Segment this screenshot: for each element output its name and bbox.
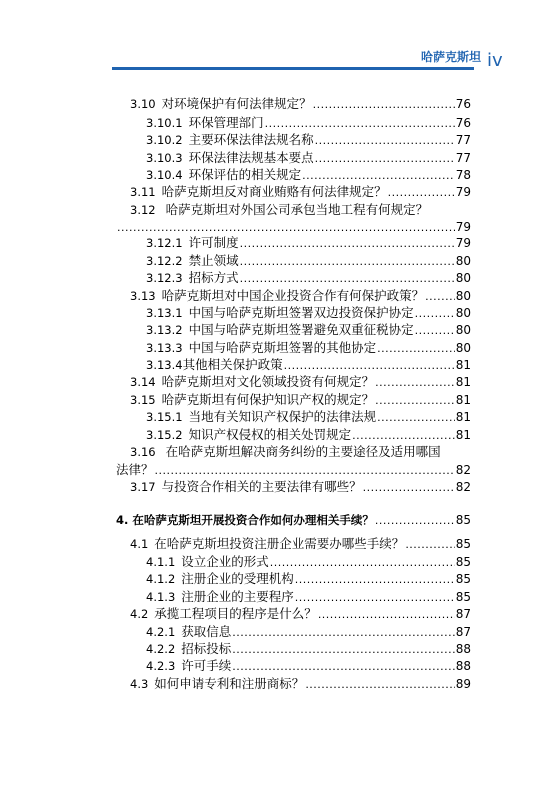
toc-entry[interactable]	[0, 535, 559, 552]
toc-entry-number: 4.2	[130, 607, 149, 621]
toc-entry-number: 4.2.2	[146, 642, 176, 656]
toc-entry-title: 环保评估的相关规定	[188, 167, 302, 182]
toc-entry-title: 哈萨克斯坦反对商业贿赂有何法律规定？	[161, 184, 387, 199]
toc-entry-number: 3.12.3	[146, 271, 183, 285]
toc-entry-title: 对环境保护有何法律规定？	[161, 96, 312, 111]
toc-entry[interactable]	[0, 131, 559, 148]
toc-leader-dots	[295, 571, 455, 588]
toc-entry-number: 3.13.1	[146, 306, 183, 320]
toc-entry-title: 在哈萨克斯坦解决商务纠纷的主要途径及适用哪国	[165, 444, 441, 459]
toc-entry-title: 哈萨克斯坦对外国公司承包当地工程有何规定？	[165, 202, 429, 217]
toc-leader-dots	[377, 340, 455, 357]
toc-leader-dots	[388, 184, 455, 201]
toc-entry-page: 81	[455, 375, 471, 389]
toc-entry-title: 注册企业的主要程序	[181, 589, 294, 604]
toc-entry-page: 87	[455, 625, 471, 639]
toc-entry-title: 许可制度	[188, 235, 239, 250]
toc-entry-title: 如何申请专利和注册商标？	[154, 676, 305, 691]
toc-entry[interactable]	[0, 553, 559, 570]
toc-entry-number: 3.10.4	[146, 168, 183, 182]
toc-entry-number: 3.17	[130, 480, 156, 494]
toc-leader-dots	[375, 374, 455, 391]
toc-entry-page: 85	[455, 555, 471, 569]
toc-entry[interactable]	[0, 478, 559, 495]
toc-entry-title: 哈萨克斯坦对中国企业投资合作有何保护政策？	[161, 288, 425, 303]
toc-entry-title: 其他相关保护政策	[182, 357, 283, 372]
toc-entry-number: 3.13.4	[146, 358, 183, 372]
toc-entry-page: 76	[455, 116, 471, 130]
toc-entry-page: 80	[455, 323, 471, 337]
toc-entry-title: 在哈萨克斯坦投资注册企业需要办哪些手续？	[154, 536, 405, 551]
toc-entry[interactable]	[0, 114, 559, 131]
toc-entry-number: 3.13	[130, 289, 156, 303]
toc-entry-page: 85	[455, 513, 471, 527]
toc-chapter-entry[interactable]	[0, 512, 559, 529]
toc-entry-page: 77	[455, 151, 471, 165]
toc-entry-title: 中国与哈萨克斯坦签署避免双重征税协定	[188, 322, 414, 337]
toc-leader-dots	[415, 305, 455, 322]
toc-entry[interactable]	[0, 373, 559, 390]
toc-entry[interactable]	[0, 166, 559, 183]
toc-entry[interactable]	[0, 252, 559, 269]
toc-entry[interactable]	[0, 95, 559, 112]
toc-leader-dots	[315, 132, 455, 149]
toc-entry-page: 89	[455, 677, 471, 691]
toc-entry[interactable]	[0, 304, 559, 321]
toc-leader-dots	[302, 167, 455, 184]
toc-leader-dots	[232, 658, 454, 675]
toc-entry-number: 4.2.1	[146, 625, 176, 639]
toc-entry-number: 4.1.2	[146, 572, 176, 586]
toc-leader-dots	[315, 150, 455, 167]
toc-entry-number: 3.10.1	[146, 116, 183, 130]
toc-entry-number: 3.13.3	[146, 341, 183, 355]
toc-entry-title: 主要环保法律法规名称	[188, 132, 314, 147]
toc-entry-number: 4.	[116, 513, 129, 527]
toc-entry-page: 76	[455, 97, 471, 111]
toc-entry-page: 81	[455, 393, 471, 407]
toc-entry-number: 4.1.3	[146, 590, 176, 604]
toc-entry[interactable]	[0, 356, 559, 373]
toc-entry[interactable]	[0, 183, 559, 200]
toc-entry-page: 78	[455, 168, 471, 182]
toc-leader-dots	[375, 392, 455, 409]
toc-entry-page: 82	[455, 480, 471, 494]
toc-leader-dots	[284, 357, 455, 374]
toc-entry-page: 80	[455, 271, 471, 285]
toc-entry-title: 获取信息	[181, 624, 232, 639]
toc-entry-page: 88	[455, 642, 471, 656]
toc-entry-number: 3.13.2	[146, 323, 183, 337]
toc-entry[interactable]	[0, 675, 559, 692]
toc-entry-title: 设立企业的形式	[181, 554, 269, 569]
toc-leader-dots	[240, 270, 455, 287]
toc-leader-dots	[232, 641, 454, 658]
toc-leader-dots	[313, 96, 455, 113]
toc-entry[interactable]	[0, 234, 559, 251]
toc-entry-page: 85	[455, 572, 471, 586]
toc-entry[interactable]	[0, 570, 559, 587]
toc-leader-dots	[155, 462, 455, 479]
toc-leader-dots	[352, 427, 455, 444]
toc-entry-title: 当地有关知识产权保护的法律法规	[188, 409, 377, 424]
toc-entry-title: 许可手续	[181, 658, 232, 673]
toc-entry-number: 4.3	[130, 677, 149, 691]
toc-entry-page: 81	[455, 358, 471, 372]
toc-entry[interactable]	[0, 269, 559, 286]
toc-entry-number: 3.10.3	[146, 151, 183, 165]
toc-entry-title: 禁止领域	[188, 253, 239, 268]
toc-leader-dots	[405, 536, 454, 553]
toc-leader-dots	[425, 288, 455, 305]
toc-leader-dots	[265, 115, 455, 132]
toc-entry-page: 77	[455, 133, 471, 147]
toc-entry-title: 在哈萨克斯坦开展投资合作如何办理相关手续？	[132, 513, 374, 527]
toc-entry-page: 80	[455, 306, 471, 320]
toc-entry-title-continued: 法律？	[116, 462, 154, 477]
toc-entry[interactable]	[0, 588, 559, 605]
toc-entry-page: 82	[455, 463, 471, 477]
toc-entry-page: 88	[455, 659, 471, 673]
toc-entry[interactable]	[0, 640, 559, 657]
toc-entry[interactable]	[0, 339, 559, 356]
toc-entry-page: 79	[455, 185, 471, 199]
toc-entry-number: 3.11	[130, 185, 156, 199]
toc-entry-number: 3.15.1	[146, 410, 183, 424]
toc-entry[interactable]	[0, 201, 559, 237]
toc-entry-title: 知识产权侵权的相关处罚规定	[188, 427, 352, 442]
toc-entry-number: 4.1.1	[146, 555, 176, 569]
toc-entry[interactable]	[0, 408, 559, 425]
toc-entry-number: 3.16	[130, 445, 156, 459]
toc-entry[interactable]	[0, 391, 559, 408]
toc-entry-title: 与投资合作相关的主要法律有哪些？	[161, 479, 362, 494]
toc-entry-page: 81	[455, 428, 471, 442]
toc-leader-dots	[377, 409, 455, 426]
toc-entry-page: 80	[455, 341, 471, 355]
toc-entry-page: 81	[455, 410, 471, 424]
toc-entry-number: 3.12	[130, 203, 156, 217]
toc-entry-number: 3.14	[130, 375, 156, 389]
toc-entry[interactable]	[0, 657, 559, 674]
toc-entry[interactable]	[0, 605, 559, 622]
toc-entry-number: 3.15.2	[146, 428, 183, 442]
toc-entry-title: 哈萨克斯坦对文化领域投资有何规定？	[161, 374, 375, 389]
toc-entry-number: 3.10.2	[146, 133, 183, 147]
toc-entry[interactable]	[0, 443, 559, 479]
toc-entry-page: 87	[455, 607, 471, 621]
toc-entry[interactable]	[0, 149, 559, 166]
toc-entry-title: 环保管理部门	[188, 115, 264, 130]
toc-leader-dots	[363, 479, 455, 496]
running-header-page-number: iv	[487, 50, 503, 71]
toc-entry[interactable]	[0, 623, 559, 640]
toc-leader-dots	[240, 253, 455, 270]
toc-entry-page: 85	[455, 590, 471, 604]
toc-entry-title: 中国与哈萨克斯坦签署的其他协定	[188, 340, 377, 355]
toc-leader-dots	[232, 624, 454, 641]
toc-leader-dots	[295, 589, 455, 606]
toc-entry-title: 注册企业的受理机构	[181, 571, 294, 586]
toc-entry-number: 3.12.1	[146, 236, 183, 250]
toc-entry-page: 85	[455, 537, 471, 551]
toc-leader-dots	[240, 235, 455, 252]
toc-entry-title: 环保法律法规基本要点	[188, 150, 314, 165]
toc-entry-number: 3.10	[130, 97, 156, 111]
toc-entry-title: 中国与哈萨克斯坦签署双边投资保护协定	[188, 305, 414, 320]
toc-entry[interactable]	[0, 287, 559, 304]
toc-entry-title: 哈萨克斯坦有何保护知识产权的规定？	[161, 392, 375, 407]
toc-entry-title: 招标投标	[181, 641, 232, 656]
toc-entry-number: 3.15	[130, 393, 156, 407]
toc-entry-number: 4.1	[130, 537, 149, 551]
toc-entry-title: 招标方式	[188, 270, 239, 285]
toc-entry[interactable]	[0, 321, 559, 338]
toc-entry-page: 80	[455, 254, 471, 268]
toc-leader-dots	[318, 606, 455, 623]
toc-entry-page: 79	[455, 220, 471, 234]
toc-leader-dots	[305, 676, 454, 693]
toc-leader-dots	[270, 554, 455, 571]
toc-entry-number: 3.12.2	[146, 254, 183, 268]
toc-leader-dots	[415, 322, 455, 339]
running-header-title: 哈萨克斯坦	[420, 50, 481, 64]
toc-entry-number: 4.2.3	[146, 659, 176, 673]
toc-entry-title: 承揽工程项目的程序是什么？	[154, 606, 317, 621]
toc-entry[interactable]	[0, 426, 559, 443]
toc-entry-page: 79	[455, 236, 471, 250]
toc-entry-page: 80	[455, 289, 471, 303]
toc-leader-dots	[375, 512, 455, 529]
